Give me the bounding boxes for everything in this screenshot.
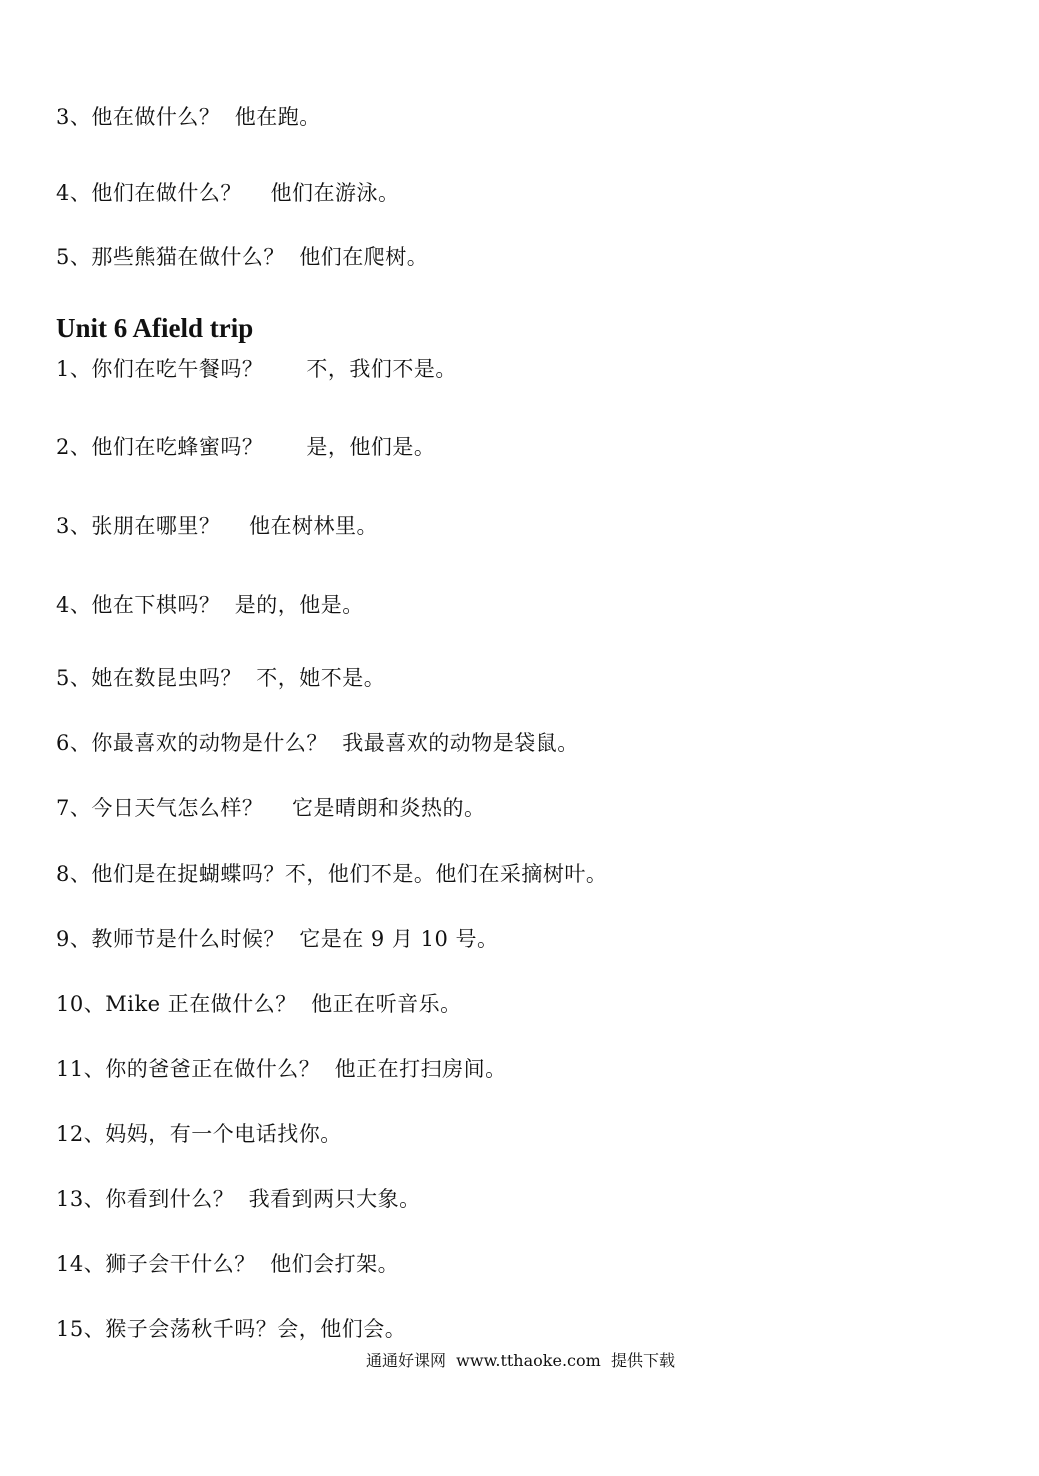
unit6-line-8: 8、他们是在捉蝴蝶吗？不，他们不是。他们在采摘树叶。 bbox=[56, 862, 608, 886]
unit6-line-6: 6、你最喜欢的动物是什么？ 我最喜欢的动物是袋鼠。 bbox=[56, 731, 579, 755]
unit-6-title: Unit 6 Afield trip bbox=[56, 313, 254, 343]
unit6-line-15: 15、猴子会荡秋千吗？会，他们会。 bbox=[56, 1317, 407, 1341]
unit6-line-11: 11、你的爸爸正在做什么？ 他正在打扫房间。 bbox=[56, 1057, 507, 1081]
page-footer: 通通好课网 www.tthaoke.com 提供下载 bbox=[366, 1351, 675, 1370]
unit6-line-5: 5、她在数昆虫吗？ 不，她不是。 bbox=[56, 666, 386, 690]
prev-unit-line-5: 5、那些熊猫在做什么？ 他们在爬树。 bbox=[56, 245, 429, 269]
unit6-line-1: 1、你们在吃午餐吗？ 不，我们不是。 bbox=[56, 357, 457, 381]
prev-unit-line-4: 4、他们在做什么？ 他们在游泳。 bbox=[56, 181, 400, 205]
unit6-line-4: 4、他在下棋吗？ 是的，他是。 bbox=[56, 593, 364, 617]
unit6-line-9: 9、教师节是什么时候？ 它是在 9 月 10 号。 bbox=[56, 927, 499, 951]
unit6-line-14: 14、狮子会干什么？ 他们会打架。 bbox=[56, 1252, 400, 1276]
unit6-line-10: 10、Mike 正在做什么？ 他正在听音乐。 bbox=[56, 992, 462, 1016]
unit6-line-2: 2、他们在吃蜂蜜吗？ 是，他们是。 bbox=[56, 435, 436, 459]
unit6-line-7: 7、今日天气怎么样？ 它是晴朗和炎热的。 bbox=[56, 796, 486, 820]
unit6-line-12: 12、妈妈，有一个电话找你。 bbox=[56, 1122, 342, 1146]
unit6-line-3: 3、张朋在哪里？ 他在树林里。 bbox=[56, 514, 379, 538]
prev-unit-line-3: 3、他在做什么？ 他在跑。 bbox=[56, 105, 321, 129]
unit6-line-13: 13、你看到什么？ 我看到两只大象。 bbox=[56, 1187, 421, 1211]
